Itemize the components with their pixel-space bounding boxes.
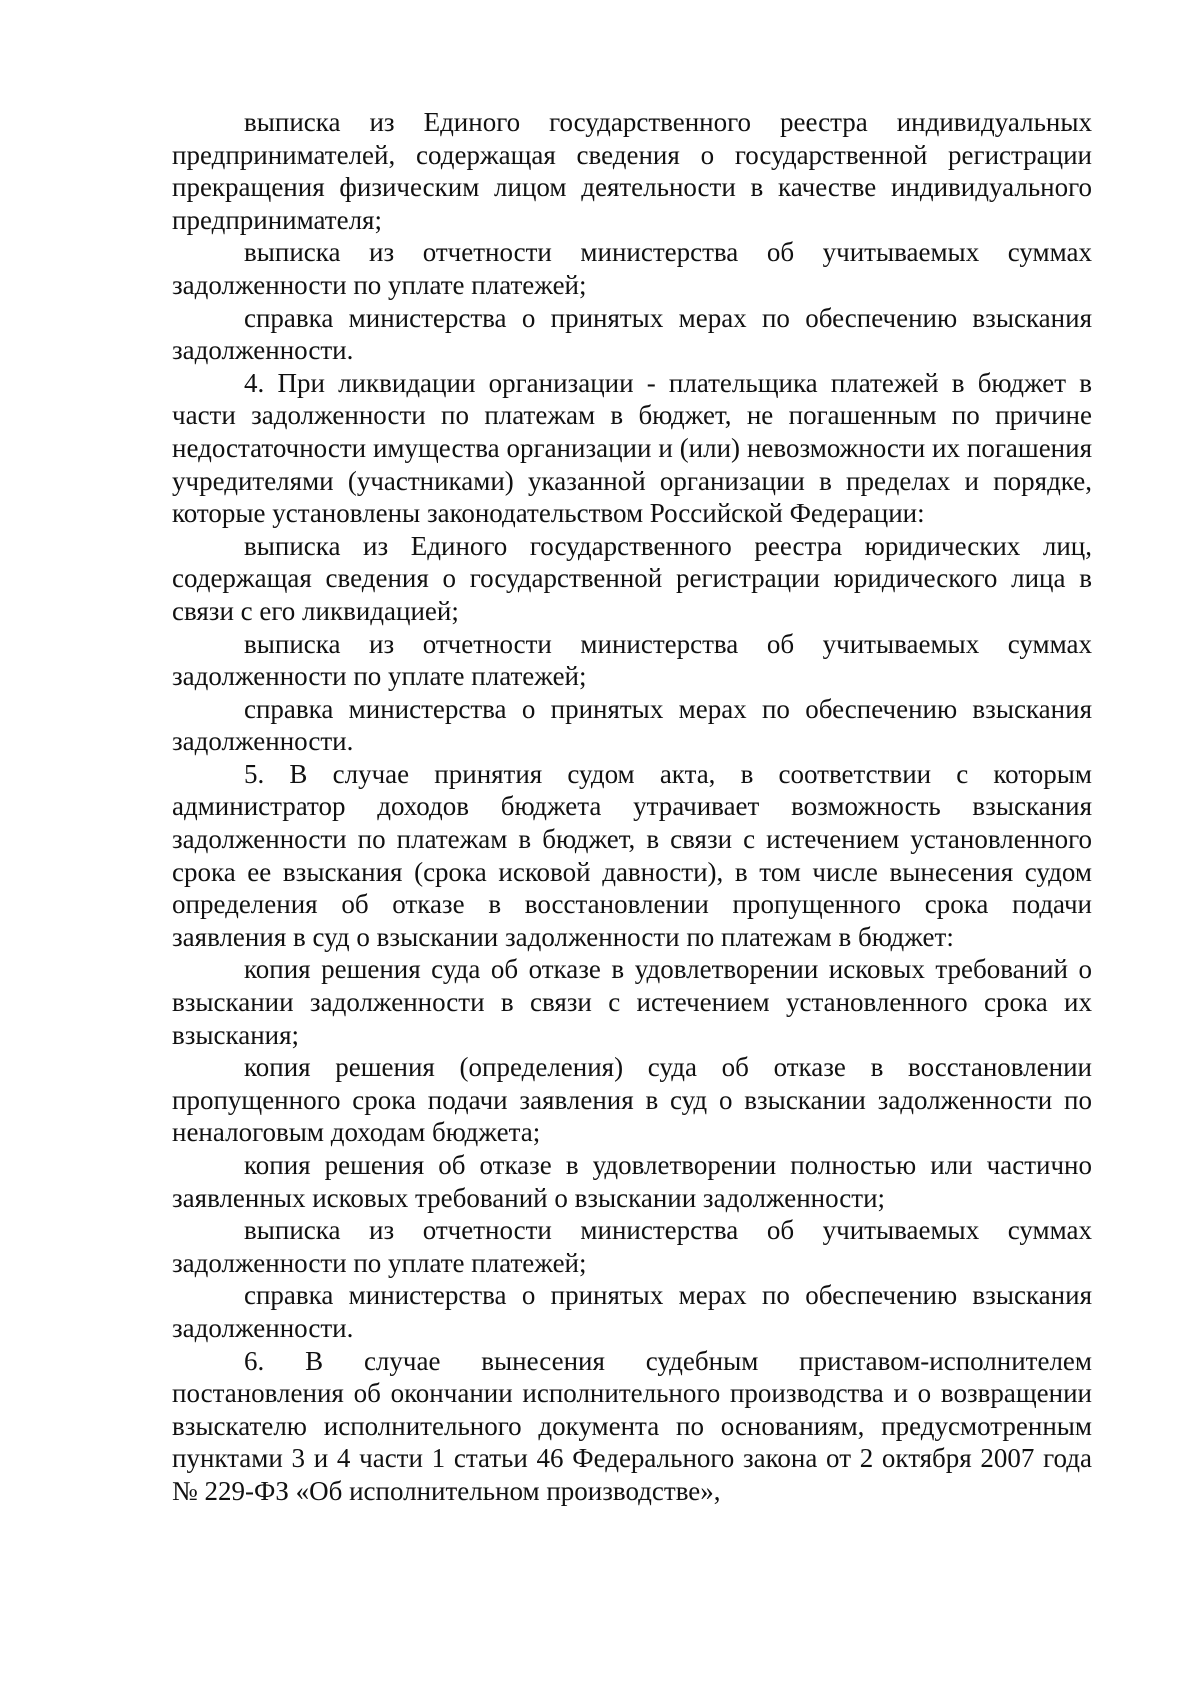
paragraph-reporting-extract: выписка из отчетности министерства об учитываемых суммах задолженности по уплате платежей; bbox=[172, 237, 1092, 300]
document-page bbox=[172, 106, 1092, 1508]
paragraph-ministry-certificate: справка министерства о принятых мерах по обеспечению взыскания задолженности. bbox=[172, 693, 1092, 757]
paragraph-reporting-extract: выписка из отчетности министерства об учитываемых суммах задолженности по уплате платежей; bbox=[172, 1215, 1092, 1278]
paragraph-item-6: 6. В случае вынесения судебным приставом-исполнителем постановления об окончании исполнительного производства и о возвращении взыскателю исполнительного документа по основаниям, предусмотренным пунктами 3 и 4 части 1 статьи 46 Федерального закона от 2 октября 2007 года № 229-ФЗ «Об исполнительном производстве», bbox=[172, 1345, 1092, 1506]
paragraph-court-ruling-copy: копия решения (определения) суда об отказе в восстановлении пропущенного срока подачи заявления в суд о взыскании задолженности по неналоговым доходам бюджета; bbox=[172, 1052, 1092, 1148]
paragraph-legal-entity-extract: выписка из Единого государственного реестра юридических лиц, содержащая сведения о государственной регистрации юридического лица в связи с его ликвидацией; bbox=[172, 530, 1092, 626]
paragraph-reporting-extract: выписка из отчетности министерства об учитываемых суммах задолженности по уплате платежей; bbox=[172, 628, 1092, 692]
paragraph-court-decision-copy: копия решения суда об отказе в удовлетворении исковых требований о взыскании задолженности в связи с истечением установленного срока их взыскания; bbox=[172, 954, 1092, 1050]
paragraph-refusal-decision-copy: копия решения об отказе в удовлетворении полностью или частично заявленных исковых требований о взыскании задолженности; bbox=[172, 1150, 1092, 1213]
paragraph-item-5: 5. В случае принятия судом акта, в соответствии с которым администратор доходов бюджета утрачивает возможность взыскания задолженности по платежам в бюджет, в связи с истечением установленного срока ее взыскания (срока исковой давности), в том числе вынесения судом определения об отказе в восстановлении пропущенного срока подачи заявления в суд о взыскании задолженности по платежам в бюджет: bbox=[172, 758, 1092, 952]
paragraph-ip-registry-extract: выписка из Единого государственного реестра индивидуальных предпринимателей, содержащая сведения о государственной регистрации прекращения физическим лицом деятельности в качестве индивидуального предпринимателя; bbox=[172, 107, 1092, 235]
paragraph-item-4: 4. При ликвидации организации - плательщика платежей в бюджет в части задолженности по платежам в бюджет, не погашенным по причине недостаточности имущества организации и (или) невозможности их погашения учредителями (участниками) указанной организации в пределах и порядке, которые установлены законодательством Российской Федерации: bbox=[172, 367, 1092, 529]
paragraph-ministry-certificate: справка министерства о принятых мерах по обеспечению взыскания задолженности. bbox=[172, 1280, 1092, 1343]
paragraph-ministry-certificate: справка министерства о принятых мерах по обеспечению взыскания задолженности. bbox=[172, 302, 1092, 366]
